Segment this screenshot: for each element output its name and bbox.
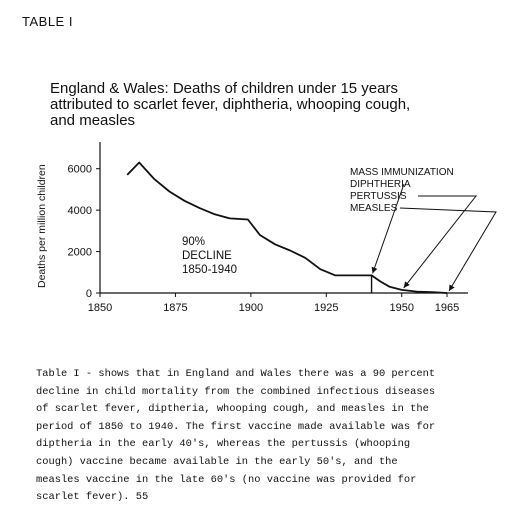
x-tick-label: 1875 <box>163 302 188 314</box>
y-tick-label: 2000 <box>67 246 92 259</box>
x-tick-label: 1900 <box>238 302 264 314</box>
chart-title-line-1: England & Wales: Deaths of children under 15 years <box>50 80 398 97</box>
annotation-mass-immunization: MASS IMMUNIZATION <box>350 167 454 178</box>
x-tick-label: 1950 <box>389 302 414 314</box>
immunization-annotations <box>350 167 496 291</box>
decline-word: DECLINE <box>182 250 232 262</box>
table-caption: Table I - shows that in England and Wales there was a 90 percent decline in child mortality from the combined infectious diseases of scarlet fever, diptheria, whooping cough, and measles in the period of 1850 to 1940. The first vaccine made available was for diptheria in the early 40's, whereas the pertussis (whooping cough) vaccine became available in the early 50's, and the measles vaccine in the late 60's (no vaccine was provided for scarlet fever). 55 <box>36 368 436 504</box>
annotation-pertussis: PERTUSSIS <box>350 191 407 202</box>
y-axis-label: Deaths per million children <box>36 164 48 288</box>
y-tick-label: 6000 <box>67 163 92 176</box>
annotation-measles: MEASLES <box>350 203 398 214</box>
line-chart <box>0 60 507 360</box>
x-tick-label: 1925 <box>314 302 339 314</box>
table-label: TABLE I <box>22 14 73 29</box>
chart-title-line-2: attributed to scarlet fever, diphtheria, whooping cough, <box>50 96 411 113</box>
x-tick-label: 1965 <box>434 302 460 314</box>
y-tick-label: 4000 <box>67 205 92 218</box>
x-tick-label: 1850 <box>87 302 113 314</box>
chart-title <box>50 80 410 129</box>
annotation-diphtheria: DIPHTHERIA <box>350 179 411 190</box>
chart-title-line-3: and measles <box>50 112 136 129</box>
y-tick-label: 0 <box>85 288 92 300</box>
decline-annotation <box>182 236 237 276</box>
decline-period: 1850-1940 <box>182 264 237 276</box>
annotation-arrow <box>400 208 496 291</box>
decline-percent: 90% <box>182 236 206 248</box>
